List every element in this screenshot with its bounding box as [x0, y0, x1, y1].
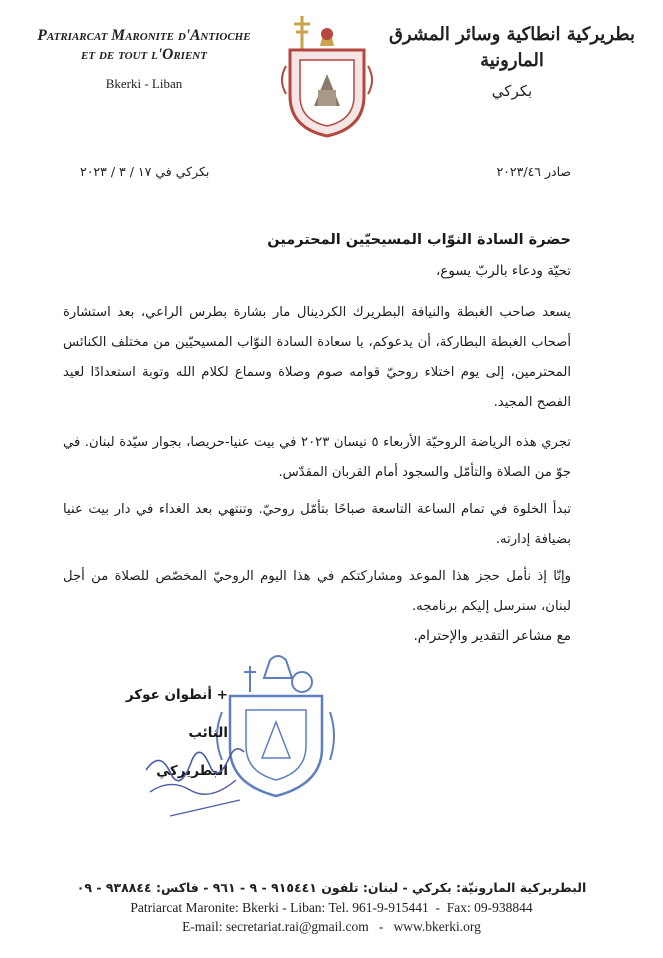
patriarchate-crest-icon	[272, 10, 382, 140]
footer-email[interactable]: E-mail: secretariat.rai@gmail.com	[182, 919, 369, 934]
paragraph: تبدأ الخلوة في تمام الساعة التاسعة صباحًا بتأمّل روحيّ. وتنتهي بعد الغداء في دار بيت عنيا بضيافة إدارته.	[63, 502, 571, 547]
paragraph: يسعد صاحب الغبطة والنيافة البطريرك الكردينال مار بشارة بطرس الراعي، بعد استشارة أصحاب الغبطة البطاركة، أن يدعوكم، يا سعادة السادة النوّاب المسيحيّين من مختلف الكنائس المحترمين، إلى يوم اختلاء روحيّ قوامه صوم وصلاة وسماع لكلام الله وتوبة استعدادًا لعيد الفصح المجيد.	[63, 305, 571, 410]
header-fr-line2: et de tout l'Orient	[81, 46, 207, 63]
footer-fax: Fax: 09-938844	[446, 900, 533, 915]
date-reference-line	[80, 164, 571, 179]
reference-number: صادر ٢٠٢٣/٤٦	[496, 164, 571, 179]
footer-contact-line: E-mail: secretariat.rai@gmail.com - www.bkerki.org	[182, 919, 481, 934]
header-ar-title: بطريركية انطاكية وسائر المشرق المارونية	[388, 24, 636, 71]
greeting: تحيّة ودعاء بالربّ يسوع،	[435, 263, 571, 279]
header-fr-line1: Patriarcat Maronite d'Antioche	[37, 27, 251, 44]
letter-date: بكركي في ١٧ / ٣ / ٢٠٢٣	[80, 164, 210, 179]
footer	[40, 880, 623, 936]
header-arabic	[377, 22, 647, 100]
signer-title: النائب البطريركي	[156, 725, 228, 779]
header-fr-city: Bkerki - Liban	[105, 76, 183, 91]
header-french	[14, 26, 274, 93]
closing-line: مع مشاعر التقدير والإحترام.	[413, 628, 571, 644]
header-ar-city: بكركي	[491, 82, 533, 100]
footer-arabic: البطريركية المارونيّة: بكركي - لبنان: تلفون ٩١٥٤٤١ - ٩ - ٩٦١ - فاكس: ٩٣٨٨٤٤ - ٠٩	[76, 880, 587, 895]
footer-website[interactable]: www.bkerki.org	[393, 919, 481, 934]
paragraph: وإنّا إذ نأمل حجز هذا الموعد ومشاركتكم في هذا اليوم الروحيّ المخصّص للصلاة من أجل لبنان، سنرسل إليكم برنامجه.	[63, 569, 571, 614]
handwritten-signature-icon	[140, 730, 250, 820]
footer-address-line: Patriarcat Maronite: Bkerki - Liban: Tel. 961-9-915441 - Fax: 09-938844	[130, 900, 533, 915]
addressee: حضرة السادة النوّاب المسيحيّين المحترمين	[267, 232, 571, 248]
paragraph: تجري هذه الرياضة الروحيّة الأربعاء ٥ نيسان ٢٠٢٣ في بيت عنيا-حريصا، بجوار سيّدة لبنان. في جوّ من الصلاة والتأمّل والسجود أمام القربان المقدّس.	[63, 435, 571, 480]
signer-name: + أنطوان عوكر	[125, 687, 228, 703]
footer-address: Patriarcat Maronite: Bkerki - Liban: Tel. 961-9-915441	[130, 900, 429, 915]
